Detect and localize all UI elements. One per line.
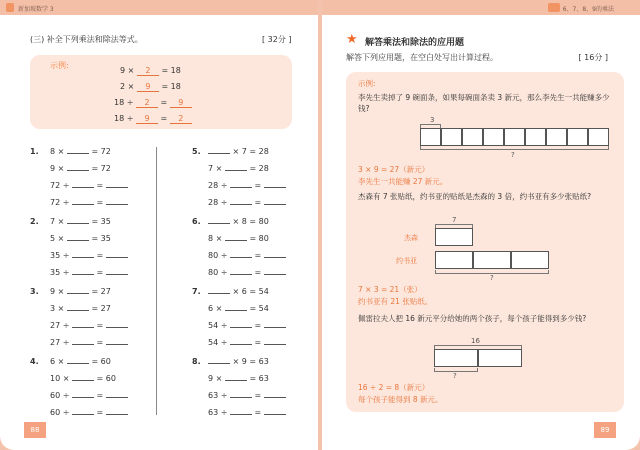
answer-blank[interactable]	[230, 392, 252, 398]
equation-line: 7 × = 35	[50, 217, 111, 226]
bar-cell	[478, 349, 522, 367]
equation-line: 8 × = 72	[50, 147, 111, 156]
answer-blank[interactable]	[208, 288, 230, 294]
instruction: 解答下列应用题，在空白处写出计算过程。	[346, 53, 498, 62]
equation-line: 10 × = 60	[50, 374, 116, 383]
problem-number: 1.	[30, 147, 39, 156]
section-title: (三) 补全下列乘法和除法等式。	[30, 35, 143, 44]
q1-calculation: 3 × 9 = 27（新元）	[358, 165, 430, 174]
bar-brace	[420, 146, 609, 150]
chapter-title: 6、7、8、9的乘法	[562, 6, 614, 13]
answer-blank[interactable]	[106, 409, 128, 415]
equation-line: 28 ÷ =	[208, 198, 286, 207]
q3-calculation: 16 ÷ 2 = 8（新元）	[358, 383, 430, 392]
answer-blank[interactable]	[106, 392, 128, 398]
equation-line: 72 ÷ =	[50, 198, 128, 207]
problem-number: 6.	[192, 217, 201, 226]
answer-blank[interactable]	[67, 305, 89, 311]
answer-blank[interactable]	[72, 322, 94, 328]
page-number-right: 89	[594, 422, 616, 438]
answer-blank[interactable]	[72, 182, 94, 188]
equation-line: 54 ÷ =	[208, 321, 286, 330]
answer-blank[interactable]	[230, 182, 252, 188]
question-3: 佩雷拉夫人把 16 新元平分给她的两个孩子，每个孩子能得到多少钱?	[358, 314, 587, 323]
left-header	[0, 0, 318, 15]
answer-blank[interactable]	[225, 305, 247, 311]
answer-blank[interactable]	[230, 322, 252, 328]
equation-line: 35 ÷ =	[50, 251, 128, 260]
left-page	[0, 0, 318, 450]
example-line-4: 18 ÷ 9 = 2	[114, 114, 192, 124]
answer-blank[interactable]	[208, 358, 230, 364]
right-header	[322, 0, 640, 15]
bar-cell	[435, 251, 473, 269]
equation-line: 54 ÷ =	[208, 338, 286, 347]
example-line-2: 2 × 9 = 18	[120, 82, 181, 91]
example-line-1: 9 × 2 = 18	[120, 66, 181, 75]
answer-blank[interactable]	[67, 165, 89, 171]
answer-blank[interactable]	[230, 269, 252, 275]
answer-blank[interactable]	[72, 392, 94, 398]
equation-line: 6 × = 54	[208, 304, 269, 313]
equation-line: 6 × = 60	[50, 357, 111, 366]
section-points: [ 16分 ]	[578, 53, 608, 62]
equation-line: × 8 = 80	[208, 217, 269, 226]
answer-blank[interactable]	[67, 358, 89, 364]
q2-calculation: 7 × 3 = 21（张）	[358, 285, 422, 294]
answer-blank[interactable]	[230, 409, 252, 415]
book-title: 新加坡数学 3	[18, 6, 54, 13]
answer-blank[interactable]	[264, 339, 286, 345]
answer-blank[interactable]	[264, 392, 286, 398]
bar-cell	[473, 251, 511, 269]
example-label: 示例:	[358, 79, 376, 88]
equation-line: 9 × = 72	[50, 164, 111, 173]
equation-line: 9 × = 63	[208, 374, 269, 383]
equation-line: 27 ÷ =	[50, 338, 128, 347]
bar-cell	[420, 128, 441, 146]
example-answer: 9	[137, 82, 159, 92]
example-answer: 2	[136, 98, 158, 108]
equation-line: × 9 = 63	[208, 357, 269, 366]
question-mark: ?	[511, 151, 515, 159]
bar-label: 16	[471, 337, 480, 345]
example-label: 示例:	[50, 61, 69, 70]
answer-blank[interactable]	[225, 235, 247, 241]
question-1: 李先生卖掉了 9 碗面条，如果每碗面条卖 3 新元，那么李先生一共能赚多少钱?	[358, 93, 610, 113]
answer-blank[interactable]	[230, 252, 252, 258]
answer-blank[interactable]	[67, 218, 89, 224]
equation-line: 63 ÷ =	[208, 408, 286, 417]
section-points: [ 32分 ]	[262, 35, 292, 44]
question-2: 杰森有 7 张贴纸，约书亚的贴纸是杰森的 3 倍，约书亚有多少张贴纸?	[358, 192, 592, 201]
answer-blank[interactable]	[72, 339, 94, 345]
answer-blank[interactable]	[225, 165, 247, 171]
answer-blank[interactable]	[264, 252, 286, 258]
example-box	[30, 55, 292, 129]
answer-blank[interactable]	[72, 375, 94, 381]
bar-cell	[546, 128, 567, 146]
answer-blank[interactable]	[208, 148, 230, 154]
equation-line: 63 ÷ =	[208, 391, 286, 400]
equation-line: 35 ÷ =	[50, 268, 128, 277]
bar-cell	[483, 128, 504, 146]
question-mark: ?	[490, 274, 494, 282]
bar-cell	[588, 128, 609, 146]
column-divider	[156, 147, 157, 415]
bar-cell	[511, 251, 549, 269]
answer-blank[interactable]	[208, 218, 230, 224]
problem-number: 4.	[30, 357, 39, 366]
bar-cell	[462, 128, 483, 146]
answer-blank[interactable]	[106, 269, 128, 275]
equation-line: 7 × = 28	[208, 164, 269, 173]
answer-blank[interactable]	[264, 199, 286, 205]
answer-blank[interactable]	[67, 148, 89, 154]
question-mark: ?	[453, 372, 457, 380]
problem-number: 3.	[30, 287, 39, 296]
answer-blank[interactable]	[72, 252, 94, 258]
equation-line: × 6 = 54	[208, 287, 269, 296]
page-number-left: 88	[24, 422, 46, 438]
right-page	[322, 0, 640, 450]
answer-blank[interactable]	[264, 269, 286, 275]
equation-line: 27 ÷ =	[50, 321, 128, 330]
bar-cell	[504, 128, 525, 146]
equation-line: 72 ÷ =	[50, 181, 128, 190]
problem-number: 8.	[192, 357, 201, 366]
equation-line: 28 ÷ =	[208, 181, 286, 190]
equation-line: 3 × = 27	[50, 304, 111, 313]
bar-cell	[525, 128, 546, 146]
example-line-3: 18 ÷ 2 = 9	[114, 98, 192, 108]
bar-cell	[567, 128, 588, 146]
bar-label: 3	[430, 116, 435, 124]
answer-blank[interactable]	[106, 199, 128, 205]
example-answer: 2	[137, 66, 159, 76]
header-tab-marker	[6, 3, 14, 12]
equation-line: 60 ÷ =	[50, 391, 128, 400]
answer-blank[interactable]	[72, 409, 94, 415]
name-joshua: 约书亚	[396, 257, 417, 265]
example-answer: 9	[136, 114, 158, 124]
answer-blank[interactable]	[264, 322, 286, 328]
header-tab-marker	[548, 3, 560, 12]
problem-number: 7.	[192, 287, 201, 296]
bar-label: 7	[452, 216, 457, 224]
answer-blank[interactable]	[67, 288, 89, 294]
answer-blank[interactable]	[106, 339, 128, 345]
equation-line: 8 × = 80	[208, 234, 269, 243]
star-icon: ★	[346, 32, 358, 47]
answer-blank[interactable]	[72, 269, 94, 275]
equation-line: 80 ÷ =	[208, 251, 286, 260]
equation-line: 9 × = 27	[50, 287, 111, 296]
name-jason: 杰森	[404, 234, 418, 242]
answer-blank[interactable]	[230, 339, 252, 345]
problem-number: 2.	[30, 217, 39, 226]
bar-cell	[434, 349, 478, 367]
answer-blank[interactable]	[225, 375, 247, 381]
answer-blank[interactable]	[106, 182, 128, 188]
equation-line: 5 × = 35	[50, 234, 111, 243]
equation-line: 80 ÷ =	[208, 268, 286, 277]
answer-blank[interactable]	[106, 252, 128, 258]
answer-blank[interactable]	[264, 182, 286, 188]
equation-line: × 7 = 28	[208, 147, 269, 156]
answer-blank[interactable]	[230, 199, 252, 205]
answer-blank[interactable]	[264, 409, 286, 415]
bar-cell	[435, 228, 473, 246]
equation-line: 60 ÷ =	[50, 408, 128, 417]
example-answer: 2	[170, 114, 192, 124]
answer-blank[interactable]	[67, 235, 89, 241]
problem-number: 5.	[192, 147, 201, 156]
answer-blank[interactable]	[106, 322, 128, 328]
q2-answer: 约书亚有 21 张贴纸。	[358, 297, 433, 306]
example-answer: 9	[170, 98, 192, 108]
q1-answer: 李先生一共能赚 27 新元。	[358, 177, 448, 186]
q3-answer: 每个孩子能得到 8 新元。	[358, 395, 443, 404]
section-title: 解答乘法和除法的应用题	[365, 38, 465, 48]
answer-blank[interactable]	[72, 199, 94, 205]
bar-cell	[441, 128, 462, 146]
